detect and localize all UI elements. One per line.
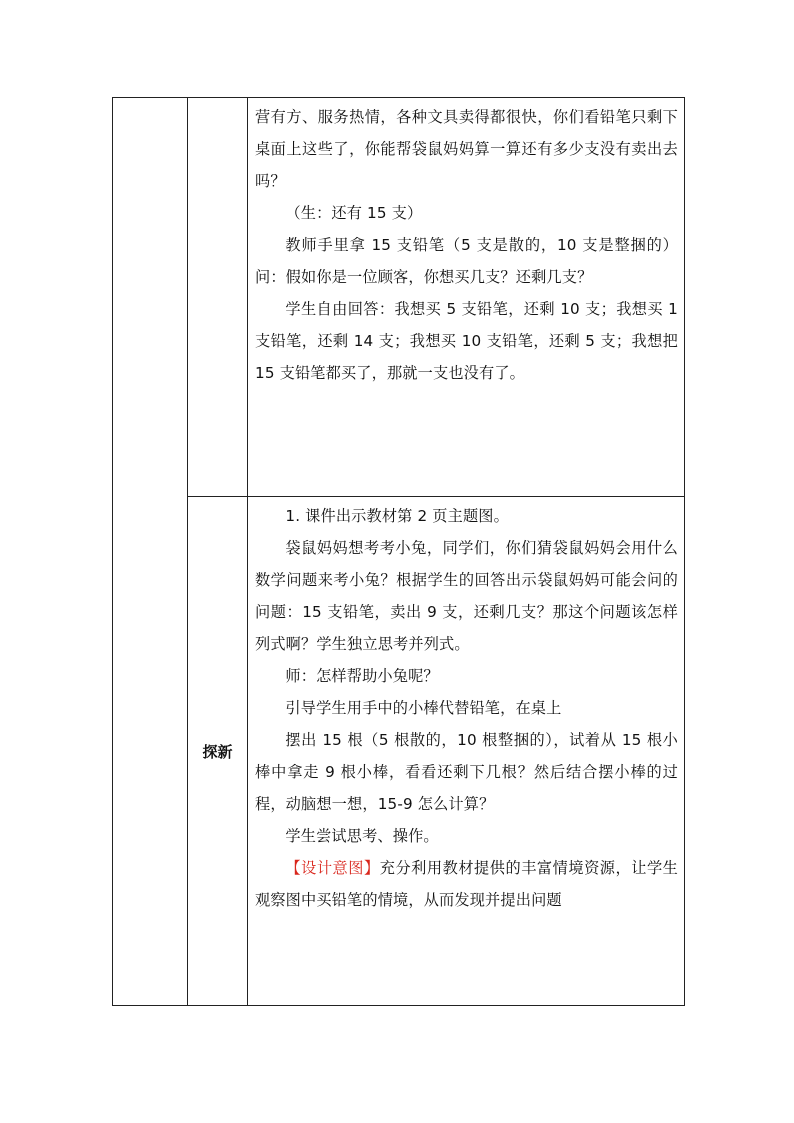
section-label: 探新 xyxy=(202,742,233,761)
paragraph: 袋鼠妈妈想考考小兔，同学们，你们猜袋鼠妈妈会用什么数学问题来考小兔？根据学生的回答出示袋鼠妈妈可能会问的问题：15 支铅笔，卖出 9 支，还剩几支？那这个问题该怎样列式啊？学生独立思考并列式。 xyxy=(255,539,678,653)
table-row xyxy=(113,98,685,497)
paragraph: 引导学生用手中的小棒代替铅笔，在桌上 xyxy=(285,699,562,717)
section-label-cell xyxy=(188,98,248,497)
stage-cell xyxy=(113,98,188,1006)
paragraph: （生：还有 15 支） xyxy=(285,204,423,222)
lesson-plan-table xyxy=(112,97,685,1006)
paragraph: 营有方、服务热情，各种文具卖得都很快，你们看铅笔只剩下桌面上这些了，你能帮袋鼠妈妈算一算还有多少支没有卖出去吗？ xyxy=(255,108,678,190)
content-cell xyxy=(248,497,685,1006)
paragraph: 学生尝试思考、操作。 xyxy=(285,827,439,845)
paragraph: 教师手里拿 15 支铅笔（5 支是散的，10 支是整捆的）问：假如你是一位顾客，你想买几支？还剩几支？ xyxy=(255,236,678,286)
design-intent-paragraph xyxy=(255,852,678,916)
paragraph: 学生自由回答：我想买 5 支铅笔，还剩 10 支；我想买 1 支铅笔，还剩 14 支；我想买 10 支铅笔，还剩 5 支；我想把 15 支铅笔都买了，那就一支也没有了。 xyxy=(255,300,678,382)
design-intent-text: 充分利用教材提供的丰富情境资源，让学生观察图中买铅笔的情境，从而发现并提出问题 xyxy=(255,859,678,909)
content-cell xyxy=(248,98,685,497)
table-row xyxy=(113,497,685,1006)
paragraph: 师：怎样帮助小兔呢？ xyxy=(285,667,439,685)
paragraph: 1. 课件出示教材第 2 页主题图。 xyxy=(285,507,509,525)
paragraph: 摆出 15 根（5 根散的，10 根整捆的），试着从 15 根小棒中拿走 9 根小棒，看看还剩下几根？然后结合摆小棒的过程，动脑想一想，15-9 怎么计算？ xyxy=(255,731,678,813)
section-label-cell xyxy=(188,497,248,1006)
design-intent-label: 【设计意图】 xyxy=(285,859,380,877)
